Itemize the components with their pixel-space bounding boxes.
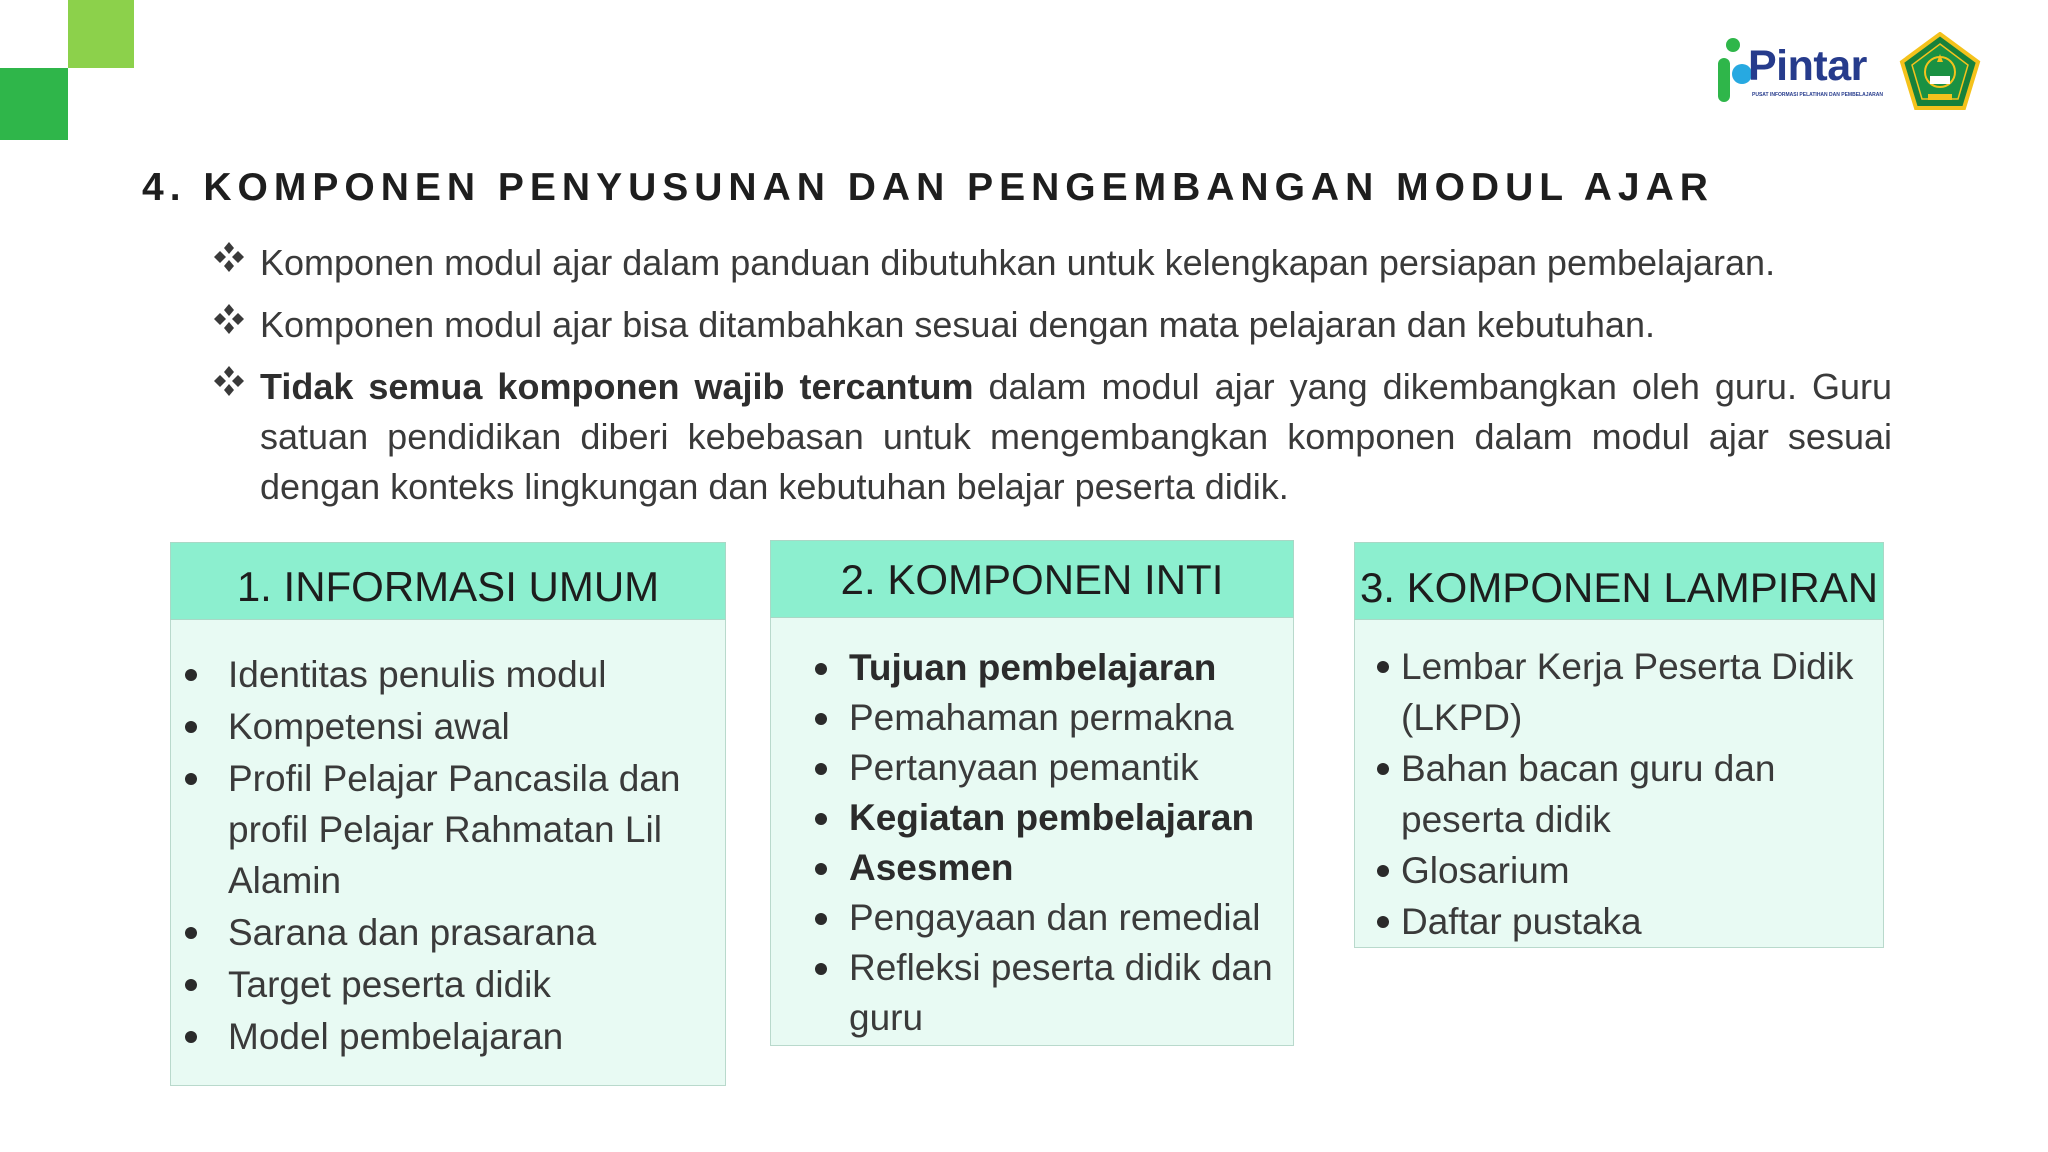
list-item-text: Pengayaan dan remedial	[849, 897, 1261, 938]
list-item	[771, 693, 1293, 743]
four-diamond-bullet-icon	[212, 364, 246, 398]
list-item	[171, 907, 725, 958]
list-item-text: Kompetensi awal	[228, 706, 510, 747]
list-item-text: Bahan bacan guru dan peserta didik	[1401, 748, 1776, 840]
bullet-dot-icon	[815, 863, 827, 875]
list-item-text: Profil Pelajar Pancasila dan profil Pelajar Rahmatan Lil Alamin	[228, 758, 681, 901]
pintar-logo	[1712, 30, 1892, 114]
four-diamond-bullet-icon	[212, 302, 246, 336]
header-logos	[1712, 30, 1988, 114]
list-item	[171, 649, 725, 700]
box-title: 3. KOMPONEN LAMPIRAN	[1354, 542, 1884, 620]
list-item	[1355, 641, 1883, 743]
box-informasi-umum	[170, 542, 726, 1086]
list-item	[1355, 743, 1883, 845]
bullet-item	[212, 300, 1892, 350]
bullet-text: dalam modul ajar yang dikembangkan oleh guru. Guru satuan pendidikan diberi kebebasan untuk mengembangkan komponen dalam modul ajar sesuai dengan konteks lingkungan dan kebutuhan belajar peserta didik.	[260, 366, 1892, 507]
list-item	[1355, 896, 1883, 947]
bullet-dot-icon	[185, 669, 197, 681]
list-item	[771, 943, 1293, 1043]
bullet-dot-icon	[1377, 916, 1389, 928]
pintar-wordmark: Pintar	[1748, 42, 1867, 90]
list-item	[1355, 845, 1883, 896]
list-item-text: Model pembelajaran	[228, 1016, 564, 1057]
list-item-text: Sarana dan prasarana	[228, 912, 597, 953]
list-item	[771, 893, 1293, 943]
list-item-text: Kegiatan pembelajaran	[849, 797, 1255, 838]
bullet-dot-icon	[815, 963, 827, 975]
bullet-dot-icon	[185, 979, 197, 991]
four-diamond-bullet-icon	[212, 240, 246, 274]
list-item	[771, 643, 1293, 693]
list-item-text: Pemahaman permakna	[849, 697, 1234, 738]
box-list	[171, 649, 725, 1063]
bullet-item	[212, 238, 1892, 288]
bullet-dot-icon	[1377, 865, 1389, 877]
list-item	[771, 843, 1293, 893]
bullet-text: Komponen modul ajar dalam panduan dibutuhkan untuk kelengkapan persiapan pembelajaran.	[260, 242, 1776, 283]
box-komponen-lampiran	[1354, 542, 1884, 948]
box-title: 1. INFORMASI UMUM	[170, 542, 726, 620]
list-item-text: Refleksi peserta didik dan guru	[849, 947, 1273, 1038]
bullet-dot-icon	[185, 927, 197, 939]
bullet-dot-icon	[815, 913, 827, 925]
pintar-tagline: PUSAT INFORMASI PELATIHAN DAN PEMBELAJARAN	[1752, 92, 1883, 98]
list-item-text: Asesmen	[849, 847, 1014, 888]
page-title: 4. KOMPONEN PENYUSUNAN DAN PENGEMBANGAN MODUL AJAR	[142, 166, 1714, 209]
bullet-text: Komponen modul ajar bisa ditambahkan sesuai dengan mata pelajaran dan kebutuhan.	[260, 304, 1655, 345]
list-item	[171, 701, 725, 752]
bullet-dot-icon	[1377, 763, 1389, 775]
box-title: 2. KOMPONEN INTI	[770, 540, 1294, 618]
bullet-item	[212, 362, 1892, 512]
list-item	[171, 753, 725, 906]
bullet-dot-icon	[185, 721, 197, 733]
kemenag-emblem-icon	[1898, 32, 1982, 112]
list-item-text: Tujuan pembelajaran	[849, 647, 1217, 688]
intro-bullets	[212, 238, 1892, 512]
bullet-dot-icon	[815, 763, 827, 775]
decorative-square-dark	[0, 68, 68, 140]
box-list	[1355, 641, 1883, 947]
bullet-dot-icon	[815, 713, 827, 725]
bullet-dot-icon	[815, 813, 827, 825]
box-komponen-inti	[770, 540, 1294, 1046]
bullet-dot-icon	[185, 1031, 197, 1043]
box-list	[771, 643, 1293, 1043]
bullet-dot-icon	[1377, 661, 1389, 673]
list-item-text: Pertanyaan pemantik	[849, 747, 1199, 788]
list-item-text: Lembar Kerja Peserta Didik (LKPD)	[1401, 646, 1854, 738]
list-item-text: Target peserta didik	[228, 964, 551, 1005]
bullet-text-bold: Tidak semua komponen wajib tercantum	[260, 366, 974, 407]
list-item-text: Identitas penulis modul	[228, 654, 607, 695]
list-item	[171, 1011, 725, 1062]
bullet-dot-icon	[185, 773, 197, 785]
bullet-dot-icon	[815, 663, 827, 675]
list-item	[171, 959, 725, 1010]
list-item	[771, 793, 1293, 843]
list-item	[771, 743, 1293, 793]
list-item-text: Daftar pustaka	[1401, 901, 1642, 942]
list-item-text: Glosarium	[1401, 850, 1570, 891]
decorative-square-light	[68, 0, 134, 68]
